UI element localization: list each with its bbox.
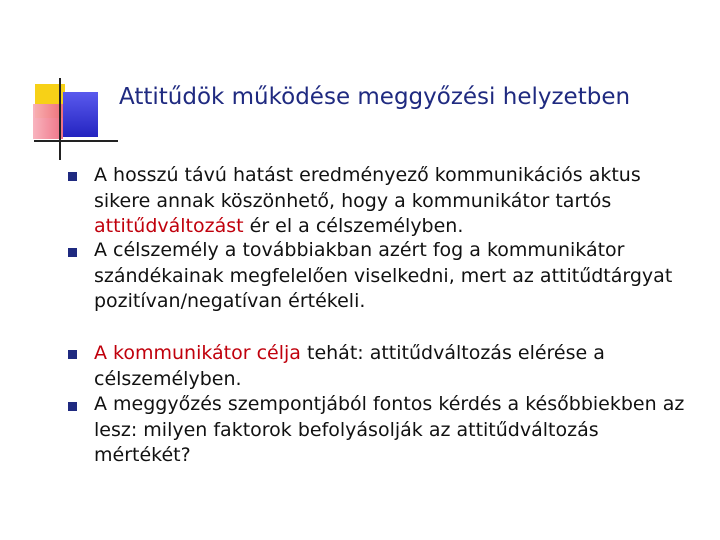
bullet-item: A célszemély a továbbiakban azért fog a kommunikátor szándékainak megfelelően viselkedni, mert az attitűdtárgyat pozitívan/negatívan értékeli. [94,239,673,312]
slide-logo [0,0,130,170]
slide-title: Attitűdök működése meggyőzési helyzetben [119,84,631,110]
logo-red-square [33,104,63,139]
bullet-item: A hosszú távú hatást eredményező kommunikációs aktus sikere annak köszönhető, hogy a kommunikátor tartós attitűdváltozást ér el a célszemélyben. [94,164,641,237]
bullet-square-icon [68,248,77,257]
bullet-square-icon [68,172,77,181]
bullet-item: A meggyőzés szempontjából fontos kérdés a későbbiekben az lesz: milyen faktorok befolyásolják az attitűdváltozás mértékét? [94,393,685,466]
bullet-item: A kommunikátor célja tehát: attitűdváltozás elérése a célszemélyben. [94,342,605,390]
bullet-square-icon [68,350,77,359]
highlight-text: A kommunikátor célja [94,342,301,364]
highlight-text: attitűdváltozást [94,215,244,237]
logo-blue-square [63,92,98,137]
bullet-square-icon [68,402,77,411]
